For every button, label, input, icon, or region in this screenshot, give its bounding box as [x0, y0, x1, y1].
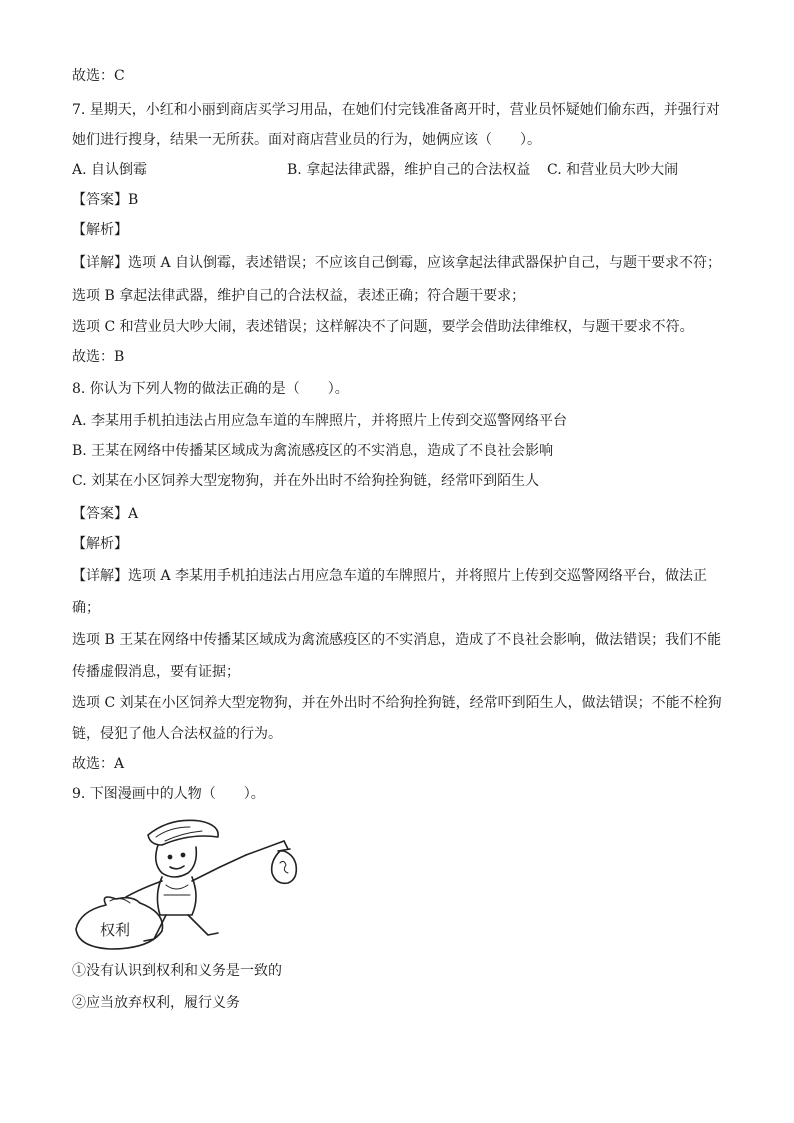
explanation-line: 选项 C 和营业员大吵大闹，表述错误；这样解决不了问题，要学会借助法律维权，与题干要求不符。	[72, 319, 694, 335]
explanation-line: 选项 B 拿起法律武器，维护自己的合法权益，表述正确；符合题干要求；	[72, 288, 526, 304]
question-8-stem: 8. 你认为下列人物的做法正确的是（ ）。	[72, 381, 349, 397]
explanation-line: 传播虚假消息，要有证据；	[72, 664, 240, 680]
question-8-option-b: B. 王某在网络中传播某区域成为禽流感疫区的不实消息，造成了不良社会影响	[72, 443, 554, 459]
small-bag-icon	[246, 841, 296, 883]
explanation-line: 选项 C 刘某在小区饲养大型宠物狗，并在外出时不给狗拴狗链，经常吓到陌生人，做法错误；不能不栓狗	[72, 695, 722, 711]
explanation-line: 【详解】选项 A 李某用手机拍违法占用应急车道的车牌照片，并将照片上传到交巡警网络平台，做法正	[72, 568, 708, 584]
answer-q6-conclusion: 故选：C	[72, 68, 125, 84]
conclusion-line: 故选：A	[72, 756, 125, 772]
explanation-line: 确；	[72, 600, 100, 616]
question-8-option-a: A. 李某用手机拍违法占用应急车道的车牌照片，并将照片上传到交巡警网络平台	[72, 413, 568, 429]
question-9-stem: 9. 下图漫画中的人物（ ）。	[72, 786, 265, 802]
answer-label: 【答案】A	[72, 506, 139, 522]
analysis-label: 【解析】	[72, 536, 128, 552]
option-b: B. 拿起法律武器，维护自己的合法权益	[287, 162, 531, 178]
explanation-line: 【详解】选项 A 自认倒霉，表述错误；不应该自己倒霉，应该拿起法律武器保护自己，与题干要求不符；	[72, 255, 722, 271]
question-7-stem-line1: 7. 星期天，小红和小丽到商店买学习用品，在她们付完钱准备离开时，营业员怀疑她们偷东西，并强行对	[72, 102, 720, 118]
hat-icon	[148, 820, 218, 845]
question-8-option-c: C. 刘某在小区饲养大型宠物狗，并在外出时不给狗拴狗链，经常吓到陌生人	[72, 473, 540, 489]
person-body-icon	[126, 855, 246, 941]
analysis-label: 【解析】	[72, 222, 128, 238]
conclusion-line: 故选：B	[72, 349, 125, 365]
explanation-line: 链，侵犯了他人合法权益的行为。	[72, 726, 282, 742]
comic-illustration	[70, 815, 310, 950]
explanation-line: 选项 B 王某在网络中传播某区域成为禽流感疫区的不实消息，造成了不良社会影响，做法错误；我们不能	[72, 632, 722, 648]
bag-label: 权利	[100, 921, 131, 939]
question-7-stem-line2: 她们进行搜身，结果一无所获。面对商店营业员的行为，她俩应该（ ）。	[72, 132, 541, 148]
statement-2: ②应当放弃权利，履行义务	[72, 995, 240, 1011]
option-c: C. 和营业员大吵大闹	[547, 162, 679, 178]
statement-1: ①没有认识到权利和义务是一致的	[72, 963, 282, 979]
option-a: A. 自认倒霉	[72, 162, 148, 178]
answer-label: 【答案】B	[72, 192, 139, 208]
person-head-icon	[156, 845, 197, 877]
